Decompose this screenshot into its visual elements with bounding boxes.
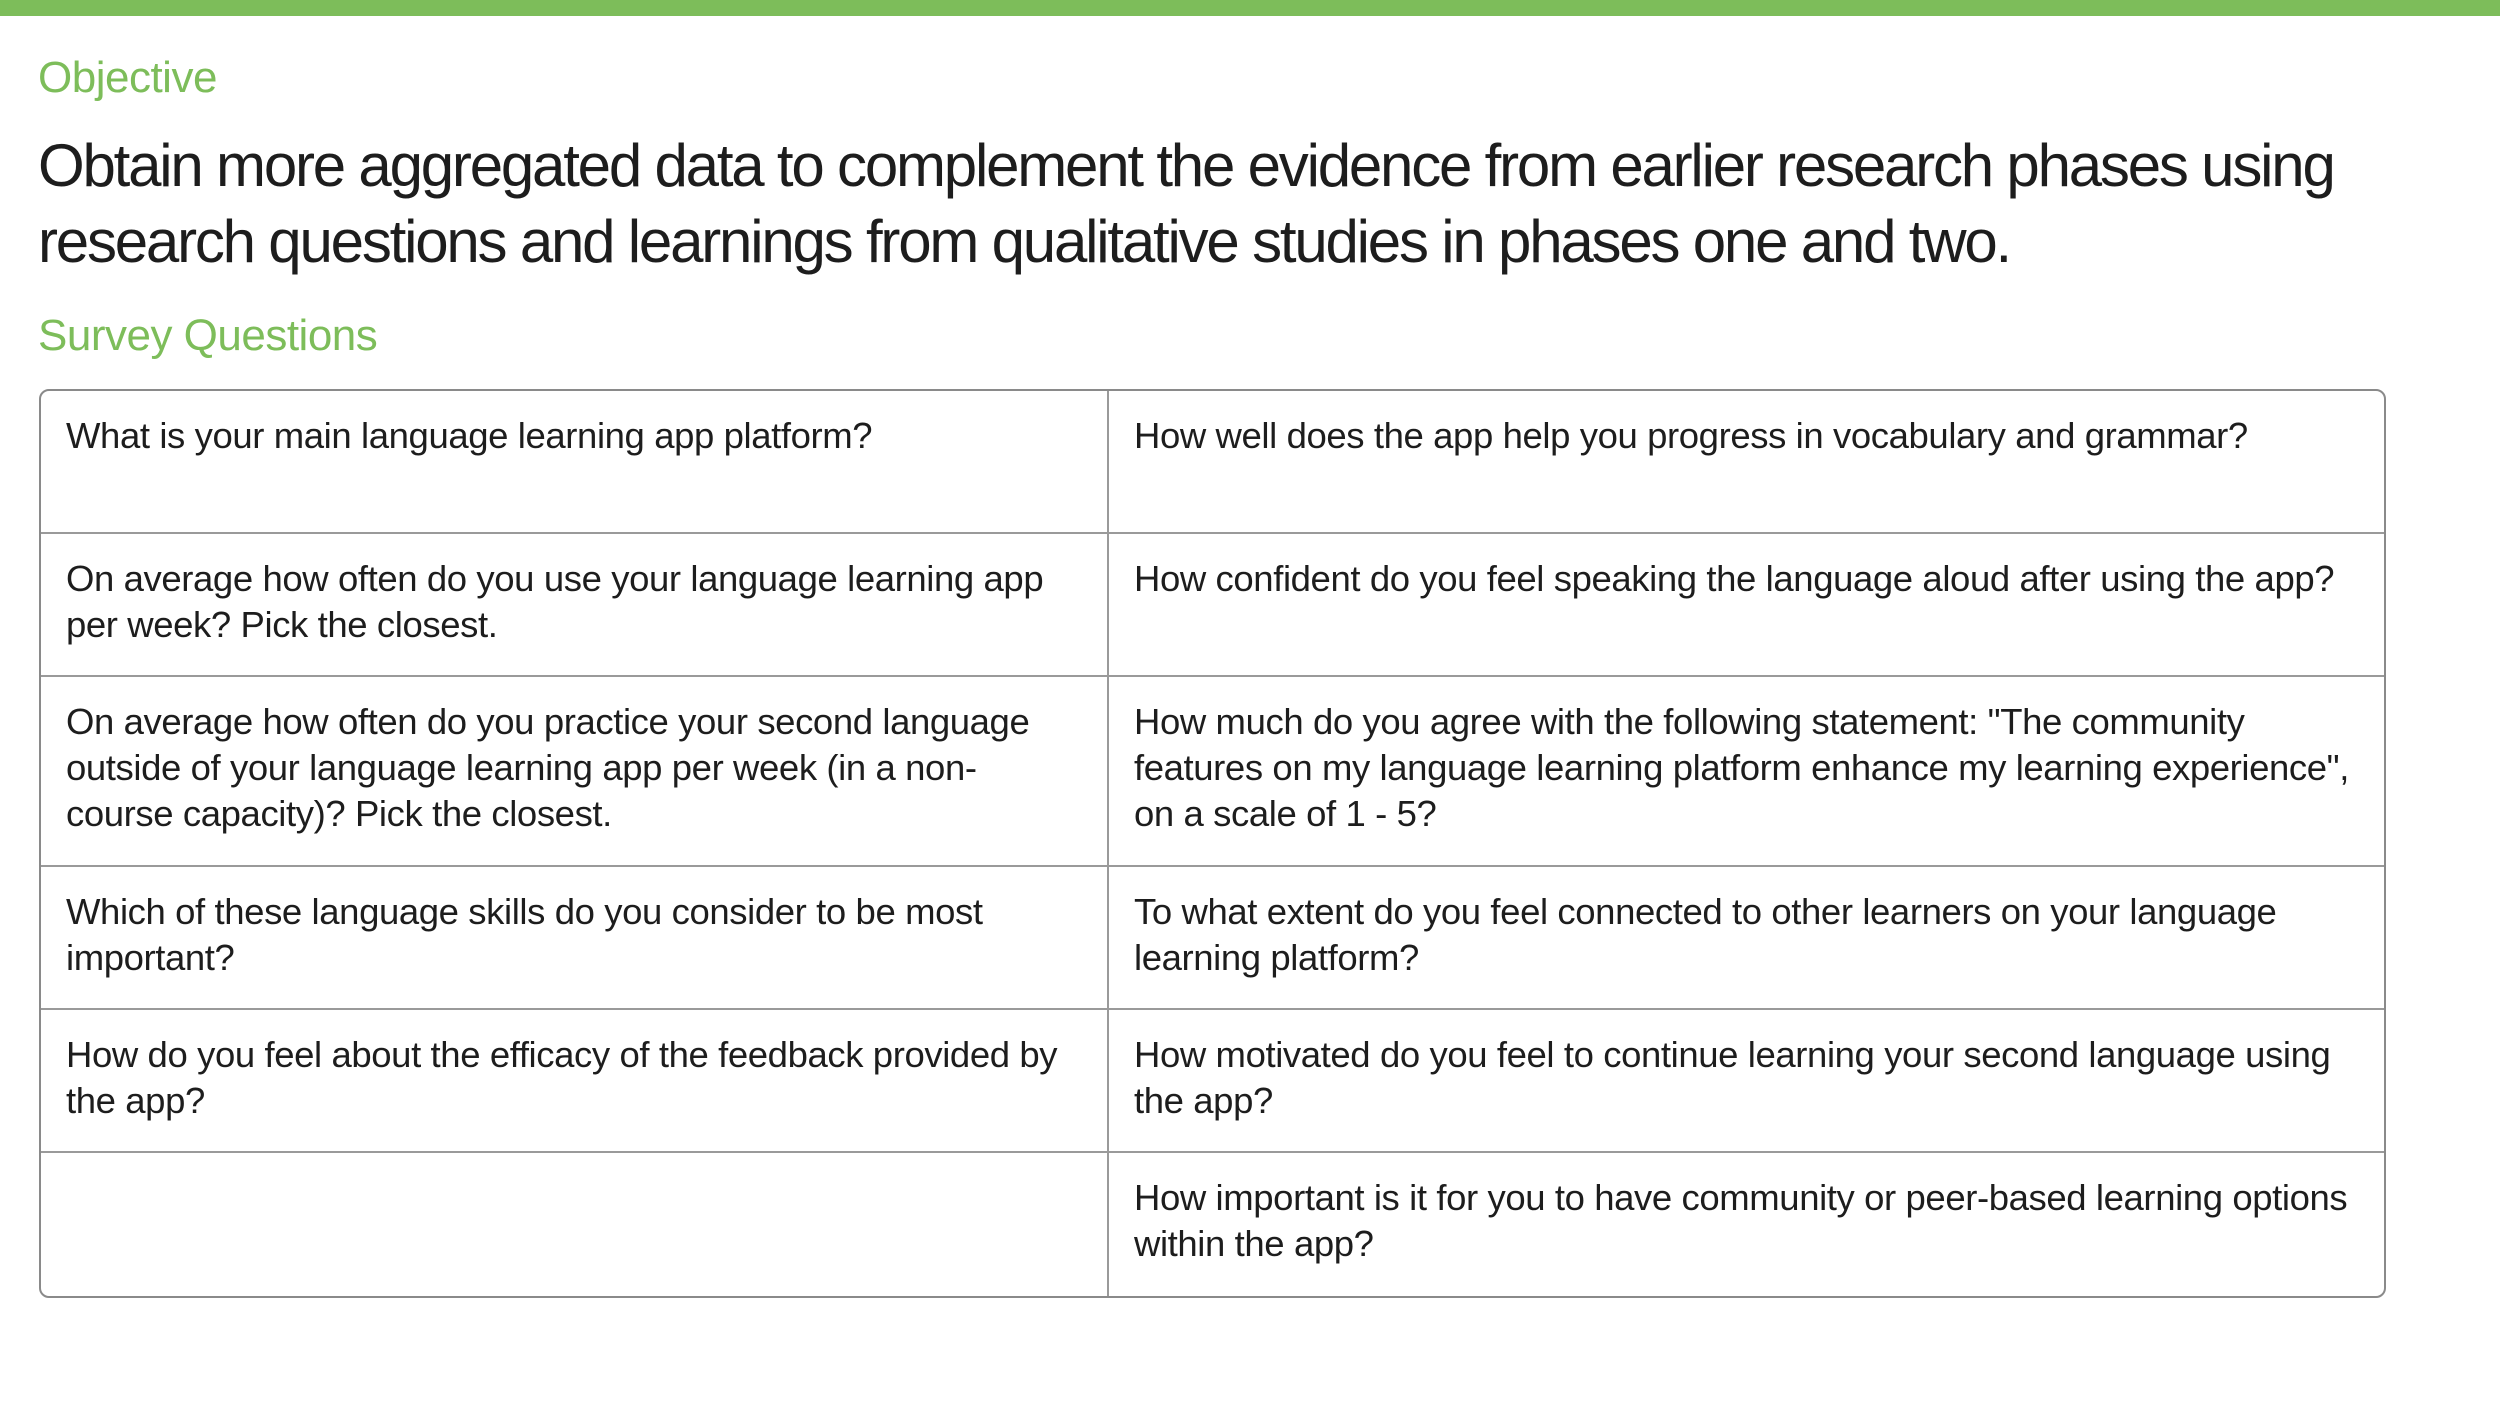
question-cell: Which of these language skills do you consider to be most important? (41, 867, 1109, 1010)
objective-statement: Obtain more aggregated data to complement the evidence from earlier research phases using research questions and learnings from qualitative studies in phases one and two. (38, 132, 2334, 275)
question-cell: What is your main language learning app platform? (41, 391, 1109, 534)
question-cell: How motivated do you feel to continue learning your second language using the app? (1109, 1010, 2384, 1153)
question-cell: How well does the app help you progress in vocabulary and grammar? (1109, 391, 2384, 534)
empty-question-cell (41, 1153, 1109, 1296)
question-cell: To what extent do you feel connected to other learners on your language learning platform? (1109, 867, 2384, 1010)
survey-questions-heading: Survey Questions (38, 311, 378, 360)
question-cell: On average how often do you use your language learning app per week? Pick the closest. (41, 534, 1109, 677)
objective-heading: Objective (38, 53, 217, 102)
survey-questions-table (39, 389, 2386, 1298)
question-cell: How confident do you feel speaking the language aloud after using the app? (1109, 534, 2384, 677)
accent-top-bar (0, 0, 2500, 16)
question-cell: How much do you agree with the following statement: "The community features on my language learning platform enhance my learning experience", on a scale of 1 - 5? (1109, 677, 2384, 867)
question-cell: How important is it for you to have community or peer-based learning options within the app? (1134, 1177, 2348, 1264)
question-cell: On average how often do you practice your second language outside of your language learning app per week (in a non-course capacity)? Pick the closest. (41, 677, 1109, 867)
question-cell: How do you feel about the efficacy of the feedback provided by the app? (41, 1010, 1109, 1153)
